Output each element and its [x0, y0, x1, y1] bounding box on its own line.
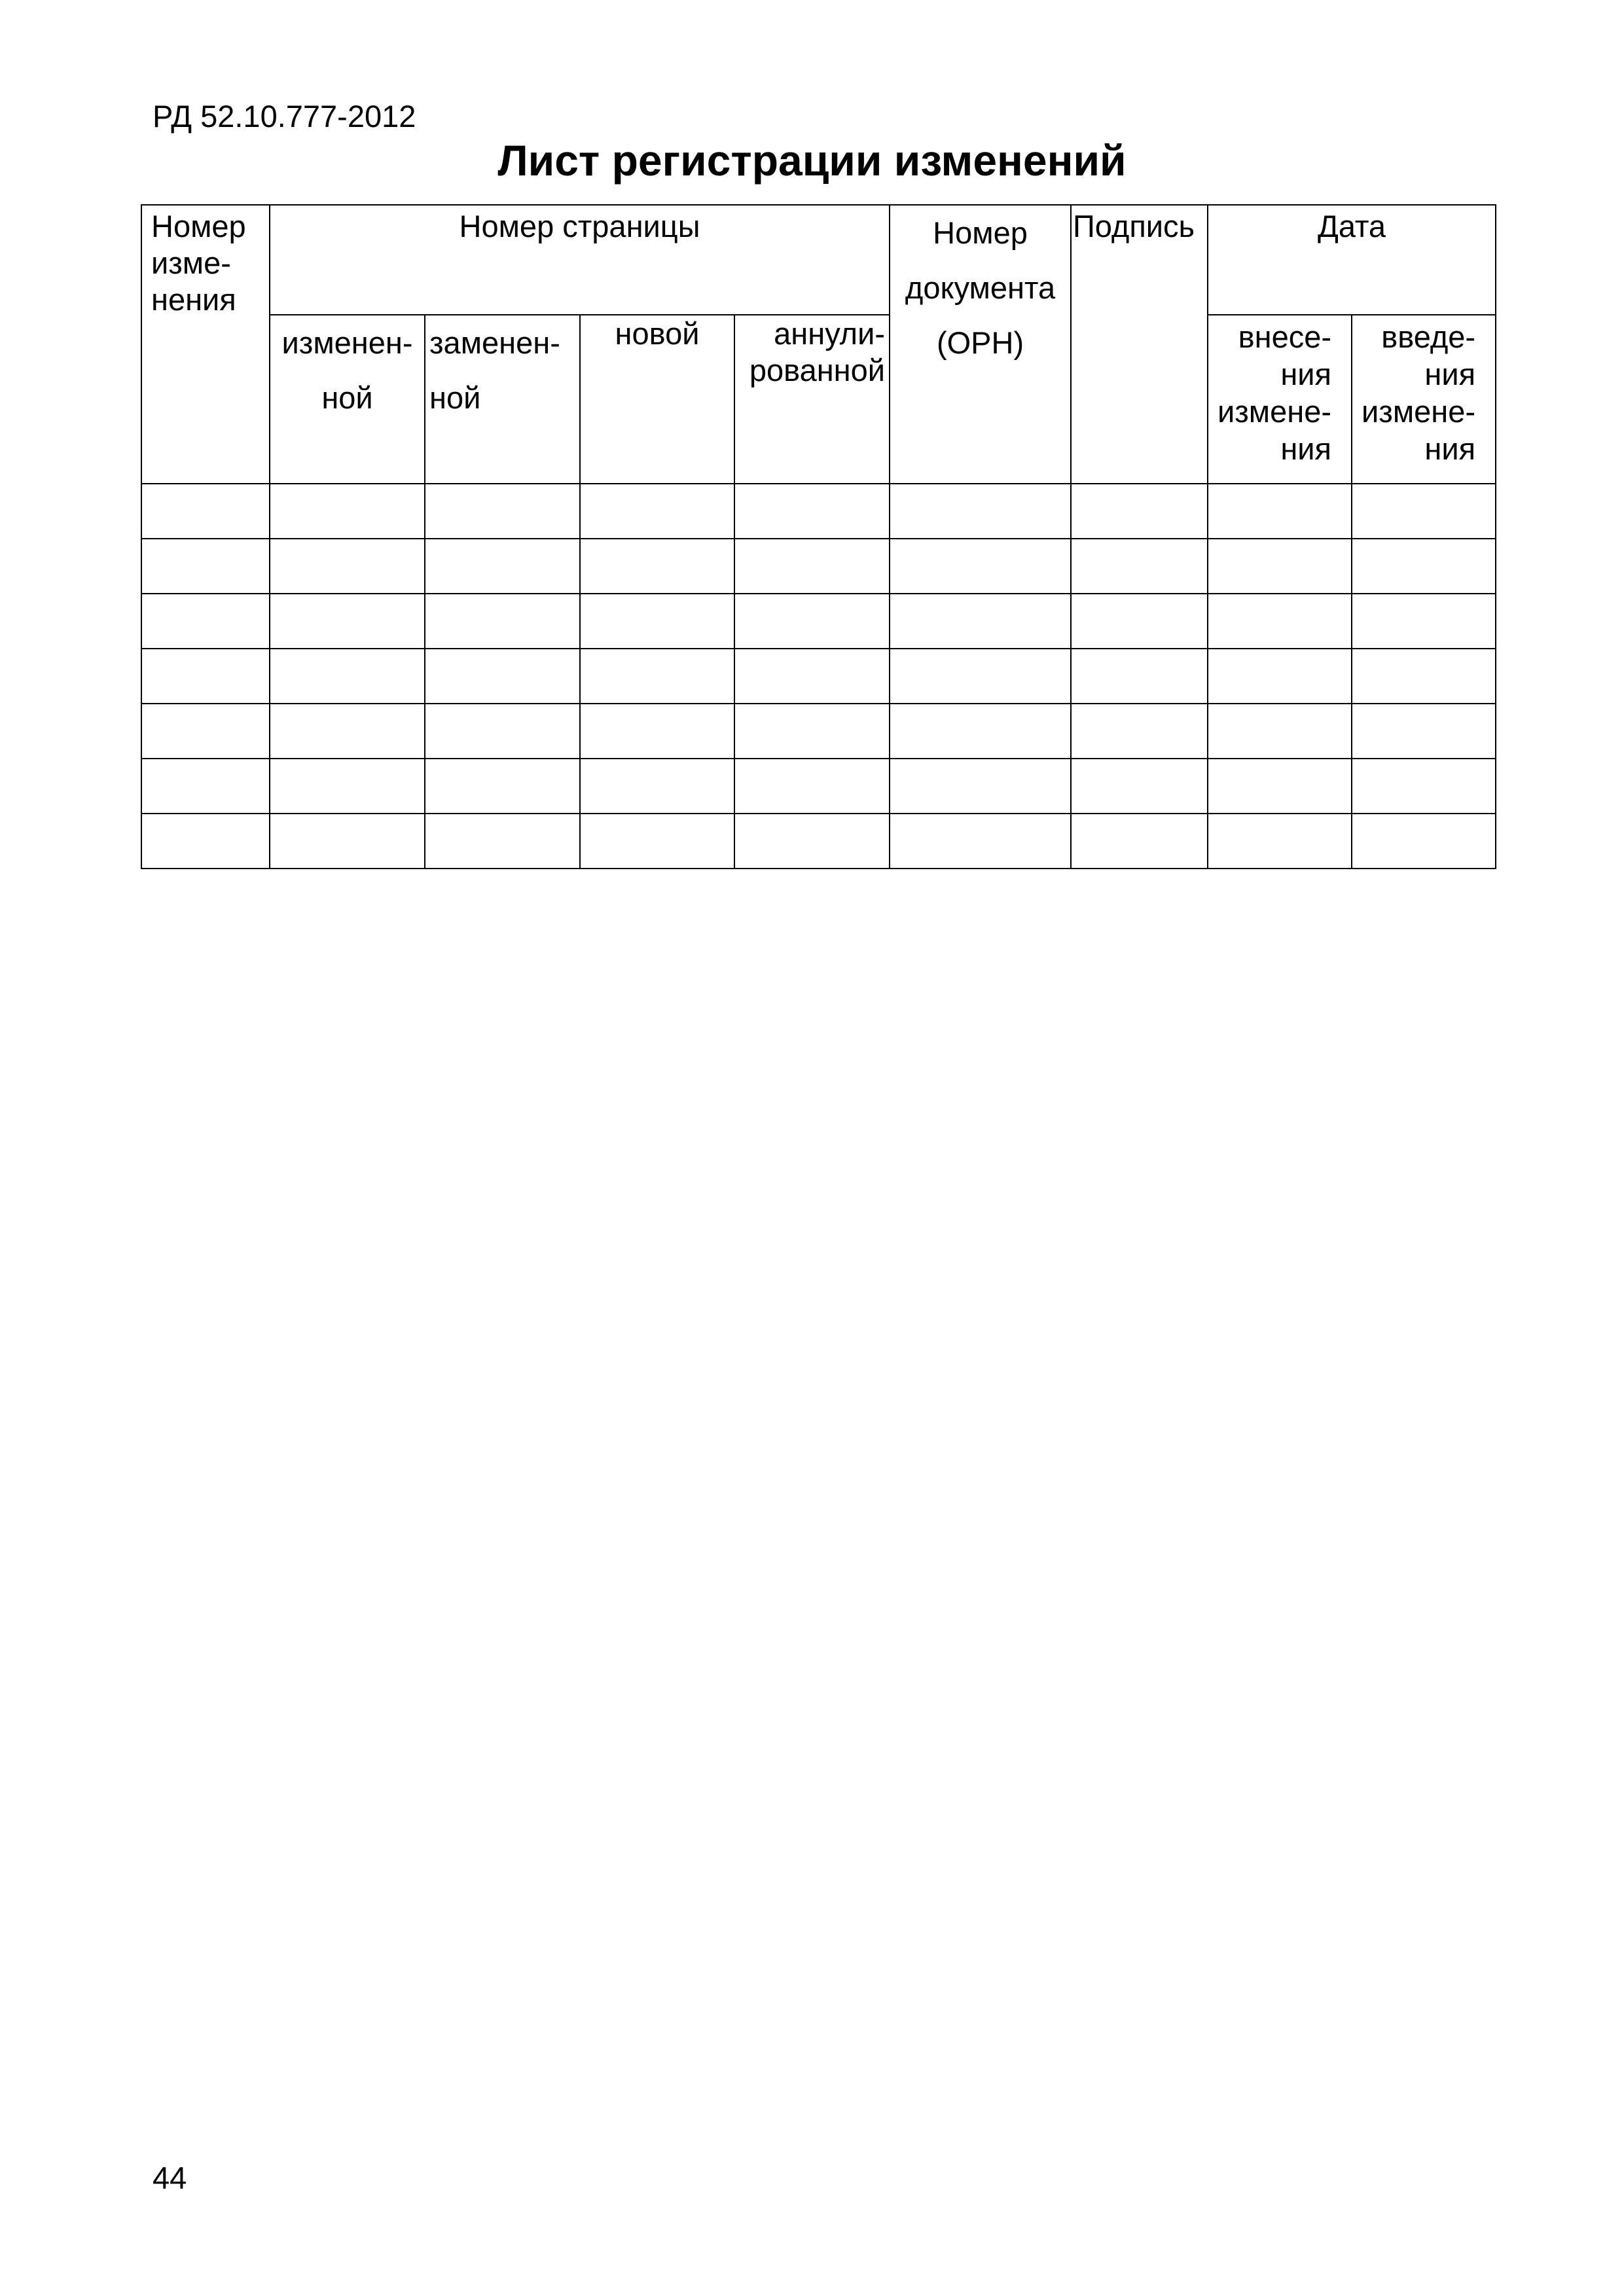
table-cell	[141, 759, 270, 814]
header-change-number-label: Номер изме- нения	[151, 209, 246, 317]
table-cell	[1208, 759, 1352, 814]
table-cell	[1208, 539, 1352, 594]
table-cell	[425, 759, 580, 814]
header-signature	[1071, 205, 1208, 484]
table-cell	[1208, 704, 1352, 759]
header-changed-page-label: изменен- ной	[281, 325, 413, 415]
table-cell	[1071, 594, 1208, 649]
table-cell	[1352, 704, 1496, 759]
table-cell	[580, 539, 734, 594]
header-row-2	[141, 315, 1496, 484]
table-cell	[890, 814, 1071, 869]
table-cell	[890, 594, 1071, 649]
table-cell	[1208, 649, 1352, 704]
table-cell	[141, 704, 270, 759]
table-cell	[890, 759, 1071, 814]
header-signature-label: Подпись	[1073, 209, 1195, 243]
table-row	[141, 539, 1496, 594]
table-cell	[141, 649, 270, 704]
table-cell	[270, 759, 425, 814]
table-cell	[580, 484, 734, 539]
header-page-number-group	[270, 205, 890, 315]
document-code: РД 52.10.777-2012	[153, 99, 416, 134]
table-cell	[734, 594, 890, 649]
table-cell	[425, 704, 580, 759]
table-row	[141, 594, 1496, 649]
table-cell	[1208, 594, 1352, 649]
table-cell	[580, 814, 734, 869]
table-cell	[1208, 484, 1352, 539]
header-date-effective	[1352, 315, 1496, 484]
table-cell	[1352, 539, 1496, 594]
table-row	[141, 484, 1496, 539]
header-new-page	[580, 315, 734, 484]
table-cell	[270, 814, 425, 869]
table-cell	[1352, 649, 1496, 704]
table-cell	[734, 814, 890, 869]
table-cell	[1071, 704, 1208, 759]
table-cell	[1071, 759, 1208, 814]
table-cell	[734, 539, 890, 594]
table-cell	[580, 649, 734, 704]
table-cell	[734, 649, 890, 704]
table-cell	[270, 539, 425, 594]
table-cell	[141, 814, 270, 869]
header-page-number-label: Номер страницы	[459, 209, 700, 243]
table-row	[141, 814, 1496, 869]
table-cell	[1071, 484, 1208, 539]
table-cell	[270, 484, 425, 539]
table-cell	[425, 649, 580, 704]
table-cell	[890, 704, 1071, 759]
table-row	[141, 704, 1496, 759]
table-cell	[1352, 594, 1496, 649]
header-replaced-page-label: заменен- ной	[429, 325, 560, 415]
header-date-entry-label: внесе- ния измене- ния	[1218, 319, 1332, 466]
table-cell	[425, 814, 580, 869]
table-cell	[890, 484, 1071, 539]
table-cell	[734, 484, 890, 539]
header-date-label: Дата	[1317, 209, 1386, 243]
table-cell	[1352, 759, 1496, 814]
header-document-number-label: Номер документа (ОРН)	[905, 215, 1056, 360]
table-cell	[580, 594, 734, 649]
table-body	[141, 205, 1496, 869]
table-cell	[270, 594, 425, 649]
header-change-number	[141, 205, 270, 484]
table-cell	[1352, 484, 1496, 539]
header-changed-page	[270, 315, 425, 484]
table-cell	[890, 649, 1071, 704]
table-cell	[1071, 814, 1208, 869]
header-date-entry	[1208, 315, 1352, 484]
table-cell	[425, 539, 580, 594]
header-date-group	[1208, 205, 1496, 315]
page-title: Лист регистрации изменений	[497, 136, 1127, 185]
header-annulled-page	[734, 315, 890, 484]
table-cell	[580, 759, 734, 814]
table-cell	[1071, 649, 1208, 704]
table-cell	[270, 649, 425, 704]
page-number: 44	[153, 2161, 187, 2195]
table-cell	[141, 594, 270, 649]
table-row	[141, 759, 1496, 814]
header-annulled-page-label: аннули- рованной	[749, 316, 886, 387]
change-registration-table	[141, 204, 1496, 869]
table-cell	[734, 704, 890, 759]
header-row-1	[141, 205, 1496, 315]
table-cell	[141, 484, 270, 539]
table-cell	[425, 484, 580, 539]
table-cell	[1208, 814, 1352, 869]
table-cell	[425, 594, 580, 649]
table-cell	[141, 539, 270, 594]
table-row	[141, 649, 1496, 704]
header-date-effective-label: введе- ния измене- ния	[1362, 319, 1476, 466]
table-cell	[580, 704, 734, 759]
header-replaced-page	[425, 315, 580, 484]
table-cell	[734, 759, 890, 814]
table-cell	[1071, 539, 1208, 594]
header-document-number	[890, 205, 1071, 484]
table-cell	[1352, 814, 1496, 869]
table-cell	[270, 704, 425, 759]
table-cell	[890, 539, 1071, 594]
header-new-page-label: новой	[615, 316, 700, 351]
